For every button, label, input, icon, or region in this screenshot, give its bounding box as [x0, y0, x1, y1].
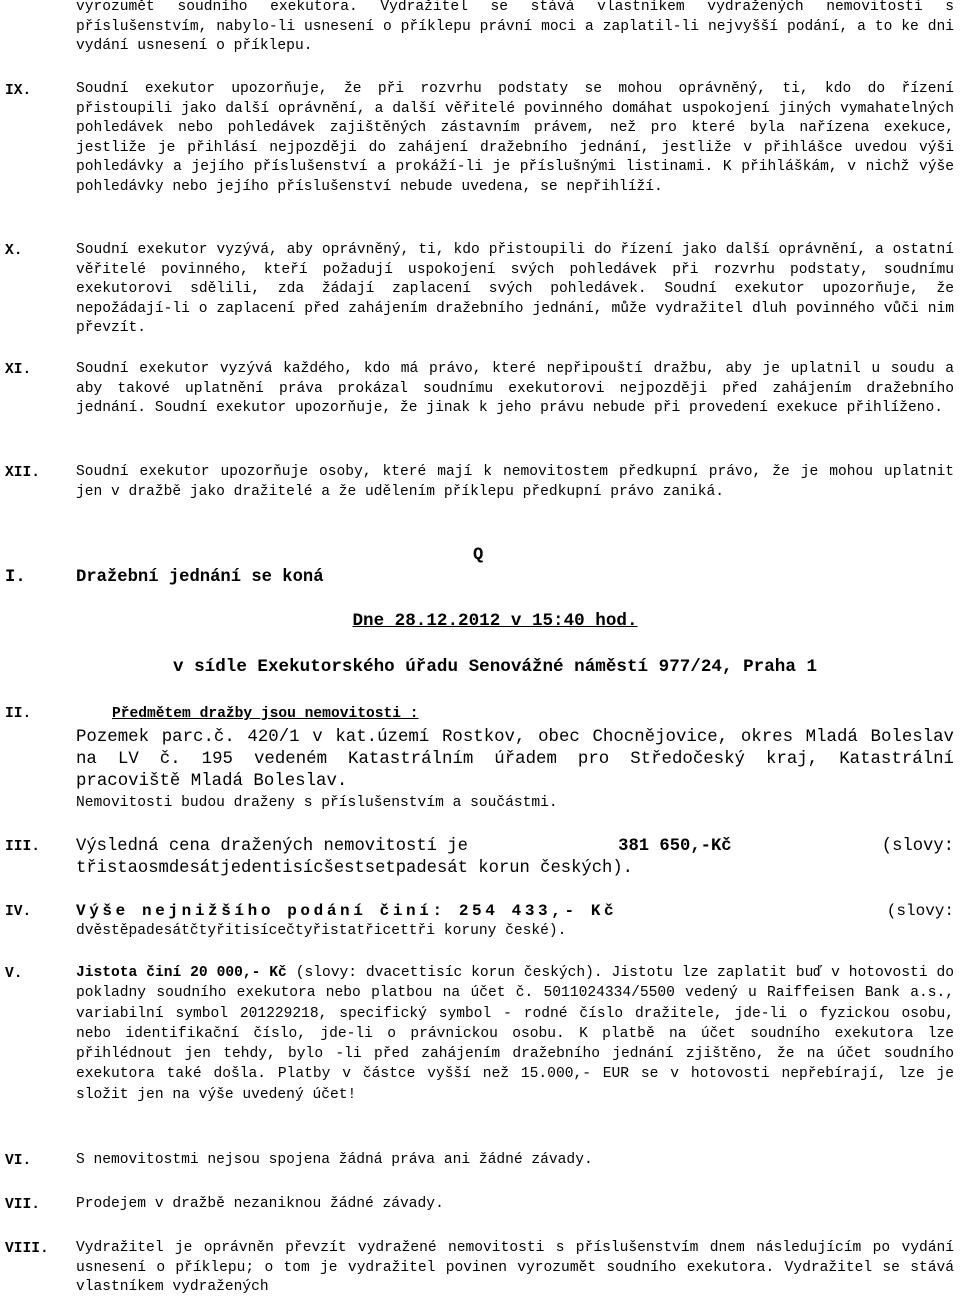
section-v-text	[76, 963, 954, 1105]
section-iii-b: (slovy:	[881, 837, 954, 856]
auction-date-text: Dne 28.12.2012 v 15:40 hod.	[352, 611, 638, 631]
auction-date	[0, 612, 960, 632]
section-vii-text: Prodejem v dražbě nezaniknou žádné závady.	[76, 1196, 444, 1212]
section-number-i: I.	[5, 568, 26, 587]
section-x-text: Soudní exekutor vyzývá, aby oprávněný, ti, kdo přistoupili do řízení jako další oprávnění, a ostatní věřitelé povinného, kteří požadují uspokojení svých pohledávek při rozvrhu podstaty, soudnímu exekutorovi sdělili, zda žádají zaplacení svých pohledávek. Soudní exekutor upozorňuje, že nepožádají-li o zaplacení před zahájením dražebního jednání, může vydražitel dluh povinného vůči nim převzít.	[76, 242, 954, 337]
section-iii-line1	[76, 836, 954, 858]
section-number-x: X.	[5, 243, 23, 259]
section-number-viii: VIII.	[5, 1241, 49, 1257]
deposit-amount: Jistota činí 20 000,- Kč	[76, 965, 287, 981]
section-number-v: V.	[5, 966, 23, 982]
section-iii-a: Výsledná cena dražených nemovitostí je	[76, 837, 468, 856]
section-number-ii: II.	[5, 706, 32, 722]
section-number-ix: IX.	[5, 83, 32, 99]
section-number-iii: III.	[5, 839, 41, 855]
section-iv-b: (slovy:	[886, 902, 954, 920]
section-number-vi: VI.	[5, 1153, 32, 1169]
section-number-xii: XII.	[5, 465, 41, 481]
section-number-iv: IV.	[5, 904, 32, 920]
auction-mark: Q	[473, 546, 484, 565]
section-v-body: (slovy: dvacettisíc korun českých). Jistotu lze zaplatit buď v hotovosti do pokladny soudního exekutora nebo platbou na účet č. 5011024334/5500 vedený u Raiffeisen Bank a.s., variabilní symbol 201229218, specifický symbol - rodné číslo dražitele, jde-li o fyzickou osobu, nebo identifikační číslo, jde-li o právnickou osobu. K platbě na účet soudního exekutora lze přihlédnout jen tehdy, bylo -li před zahájením dražebního jednání zjištěno, že na účet soudního exekutora také došla. Platby v částce vyšší než 15.000,- EUR se v hotovosti nepřebírají, lze je složit jen na výše uvedený účet!	[76, 965, 954, 1103]
section-iv-c: dvěstěpadesátčtyřitisícečtyřistatřicettři koruny české).	[76, 923, 567, 939]
section-xii-text: Soudní exekutor upozorňuje osoby, které mají k nemovitostem předkupní právo, že je mohou uplatnit jen v dražbě jako dražitelé a že udělením příklepu předkupní právo zaniká.	[76, 464, 954, 500]
section-iv-line1	[76, 901, 954, 922]
section-iii-c: třistaosmdesátjedentisícšestsetpadesát korun českých).	[76, 859, 633, 878]
final-price-amount: 381 650,-Kč	[618, 837, 732, 856]
subject-note: Nemovitosti budou draženy s příslušenstvím a součástmi.	[76, 795, 558, 811]
section-viii-text: Vydražitel je oprávněn převzít vydražené nemovitosti s příslušenstvím dnem následujícím po vydání usnesení o příklepu; o tom je vydražitel povinen vyrozumět soudního exekutora. Vydražitel se stává vlastníkem vydražených	[76, 1240, 954, 1296]
paragraph-continued: vyrozumět soudního exekutora. Vydražitel se stává vlastníkem vydražených nemovitostí s příslušenstvím, nabylo-li usnesení o příklepu právní moci a zaplatil-li nejvyšší podání, a to ke dni vydání usnesení o příklepu.	[76, 0, 954, 55]
subject-property: Pozemek parc.č. 420/1 v kat.území Rostkov, obec Chocnějovice, okres Mladá Boleslav na LV č. 195 vedeném Katastrálním úřadem pro Středočeský kraj, Katastrální pracoviště Mladá Boleslav.	[76, 728, 954, 791]
section-number-vii: VII.	[5, 1197, 41, 1213]
auction-heading: Dražební jednání se koná	[76, 568, 324, 587]
section-ix-text: Soudní exekutor upozorňuje, že při rozvrhu podstaty se mohou oprávněný, ti, kdo do řízení přistoupili jako další oprávnění, a další věřitelé povinného domáhat uspokojení jiných vymahatelných pohledávek nebo pohledávek zajištěných zástavním právem, než pro které byla nařízena exekuce, jestliže je přihlásí nejpozději do zahájení dražebního jednání, jestliže v přihlášce uvedou výši pohledávky a jejího příslušenství a prokáží-li je příslušnými listinami. K přihláškám, v nichž výše pohledávky nebo jejího příslušenství nebude uvedena, se nepřihlíží.	[76, 81, 954, 195]
section-iv-text	[76, 901, 954, 942]
auction-place: v sídle Exekutorského úřadu Senovážné náměstí 977/24, Praha 1	[172, 657, 818, 677]
min-bid: Výše nejnižšího podání činí: 254 433,- Kč	[76, 902, 618, 920]
section-number-xi: XI.	[5, 362, 32, 378]
subject-heading: Předmětem dražby jsou nemovitosti :	[112, 706, 419, 722]
section-vi-text: S nemovitostmi nejsou spojena žádná práva ani žádné závady.	[76, 1152, 593, 1168]
section-xi-text: Soudní exekutor vyzývá každého, kdo má právo, které nepřipouští dražbu, aby je uplatnil u soudu a aby takové uplatnění práva prokázal soudnímu exekutorovi nejpozději před zahájením dražebního jednání. Soudní exekutor upozorňuje, že jinak k jeho právu nebude při provedení exekuce přihlíženo.	[76, 361, 954, 417]
section-iii-text	[76, 836, 954, 880]
